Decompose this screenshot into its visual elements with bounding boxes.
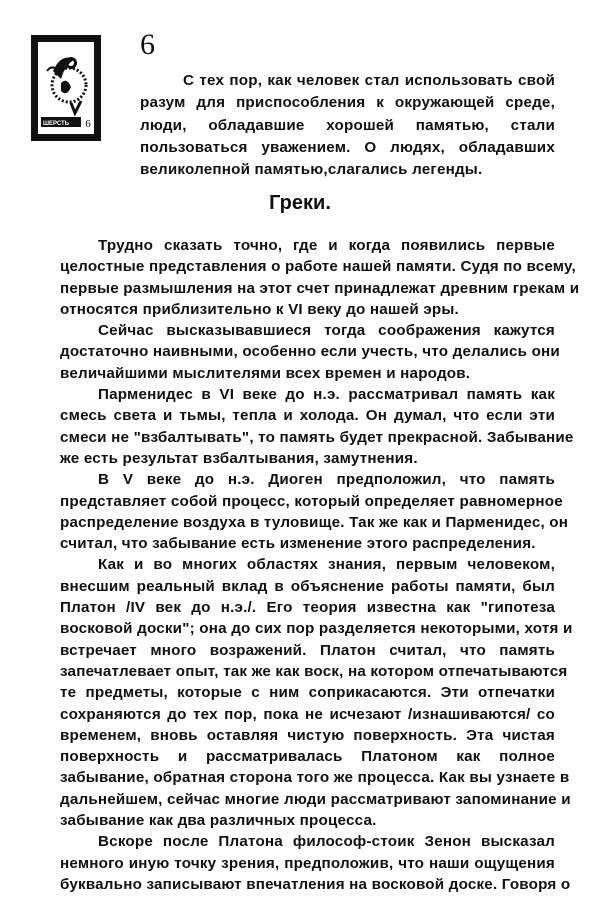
text-line: Платон /IV век до н.э./. Его теория известна как "гипотеза: [60, 599, 555, 617]
text-line: считал, что забывание есть изменение этого распределения.: [60, 535, 536, 553]
paragraph: [60, 384, 574, 469]
paragraph: [60, 235, 580, 320]
text-line: Как и во многих областях знания, первым человеком,: [98, 556, 555, 574]
text-line: пользоваться уважением. О людях, обладавших: [140, 138, 555, 156]
section-heading: Греки.: [269, 192, 331, 214]
text-line: забывание как два различных процесса.: [60, 812, 377, 830]
text-line: величайшими мыслителями всех времен и народов.: [60, 364, 471, 382]
text-line: встречает много возражений. Платон считал, что память: [60, 641, 555, 659]
text-line: распределение воздуха в туловище. Так же как и Парменидес, он: [60, 513, 569, 531]
intro-paragraph: [140, 70, 555, 181]
text-line: великолепной памятью,слагались легенды.: [140, 161, 483, 179]
text-line: поверхность и рассматривалась Платоном как полное: [60, 748, 555, 766]
text-line: Сейчас высказывавшиеся тогда соображения кажутся: [98, 322, 555, 340]
text-line: В V веке до н.э. Диоген предположил, что память: [98, 471, 555, 489]
text-line: временем, вновь оставляя чистую поверхность. Эта чистая: [60, 726, 555, 744]
text-line: восковой доски"; она до сих пор разделяется некоторыми, хотя и: [60, 620, 573, 638]
paragraph: [60, 831, 571, 895]
text-line: С тех пор, как человек стал использовать свой: [183, 72, 555, 89]
svg-text:6: 6: [85, 118, 91, 130]
text-line: Парменидес в VI веке до н.э. рассматривал память как: [98, 386, 555, 404]
chapter-emblem-logo: [31, 35, 101, 141]
text-line: сохраняются до тех пор, пока не исчезают /изнашиваются/ со: [60, 705, 555, 723]
paragraph: [60, 320, 560, 384]
text-line: люди, обладавшие хорошей памятью, стали: [140, 116, 555, 134]
text-line: внесшим реальный вклад в объяснение работы памяти, был: [60, 577, 555, 595]
text-line: разум для приспособления к окружающей среде,: [140, 94, 555, 112]
text-line: смесь света и тьмы, тепла и холода. Он думал, что если эти: [60, 407, 555, 425]
text-line: смеси не "взбалтывать", то память будет прекрасной. Забывание: [60, 428, 574, 446]
chapter-number: 6: [140, 28, 155, 61]
text-line: достаточно наивными, особенно если учесть, что делались они: [60, 343, 560, 361]
text-line: же есть результат взбалтывания, замутнения.: [60, 449, 418, 467]
text-line: первые размышления на этот счет принадлежат древним грекам и: [60, 279, 580, 297]
body-text: [60, 235, 580, 895]
text-line: Трудно сказать точно, где и когда появились первые: [98, 237, 555, 254]
text-line: те предметы, которые с ним соприкасаются. Эти отпечатки: [60, 684, 555, 702]
text-line: забывание, обратная сторона того же процесса. Как вы узнаете в: [60, 769, 570, 787]
text-line: целостные представления о работе нашей памяти. Судя по всему,: [60, 258, 576, 276]
text-line: буквально записывают впечатления на восковой доске. Говоря о: [60, 875, 571, 893]
text-line: представляет собой процесс, который определяет равномерное: [60, 492, 563, 510]
text-line: дальнейшем, сейчас многие люди рассматривают запоминание и: [60, 790, 571, 808]
text-line: Вскоре после Платона философ-стоик Зенон высказал: [98, 833, 555, 851]
paragraph: [60, 554, 573, 831]
svg-text:ШЕРСТЬ: ШЕРСТЬ: [42, 121, 70, 127]
text-line: немного иную точку зрения, предположив, что наши ощущения: [60, 854, 555, 872]
paragraph: [60, 469, 569, 554]
text-line: запечатлевает опыт, так же как воск, на котором отпечатываются: [60, 662, 568, 680]
text-line: относятся приблизительно к VI веку до нашей эры.: [60, 300, 459, 318]
